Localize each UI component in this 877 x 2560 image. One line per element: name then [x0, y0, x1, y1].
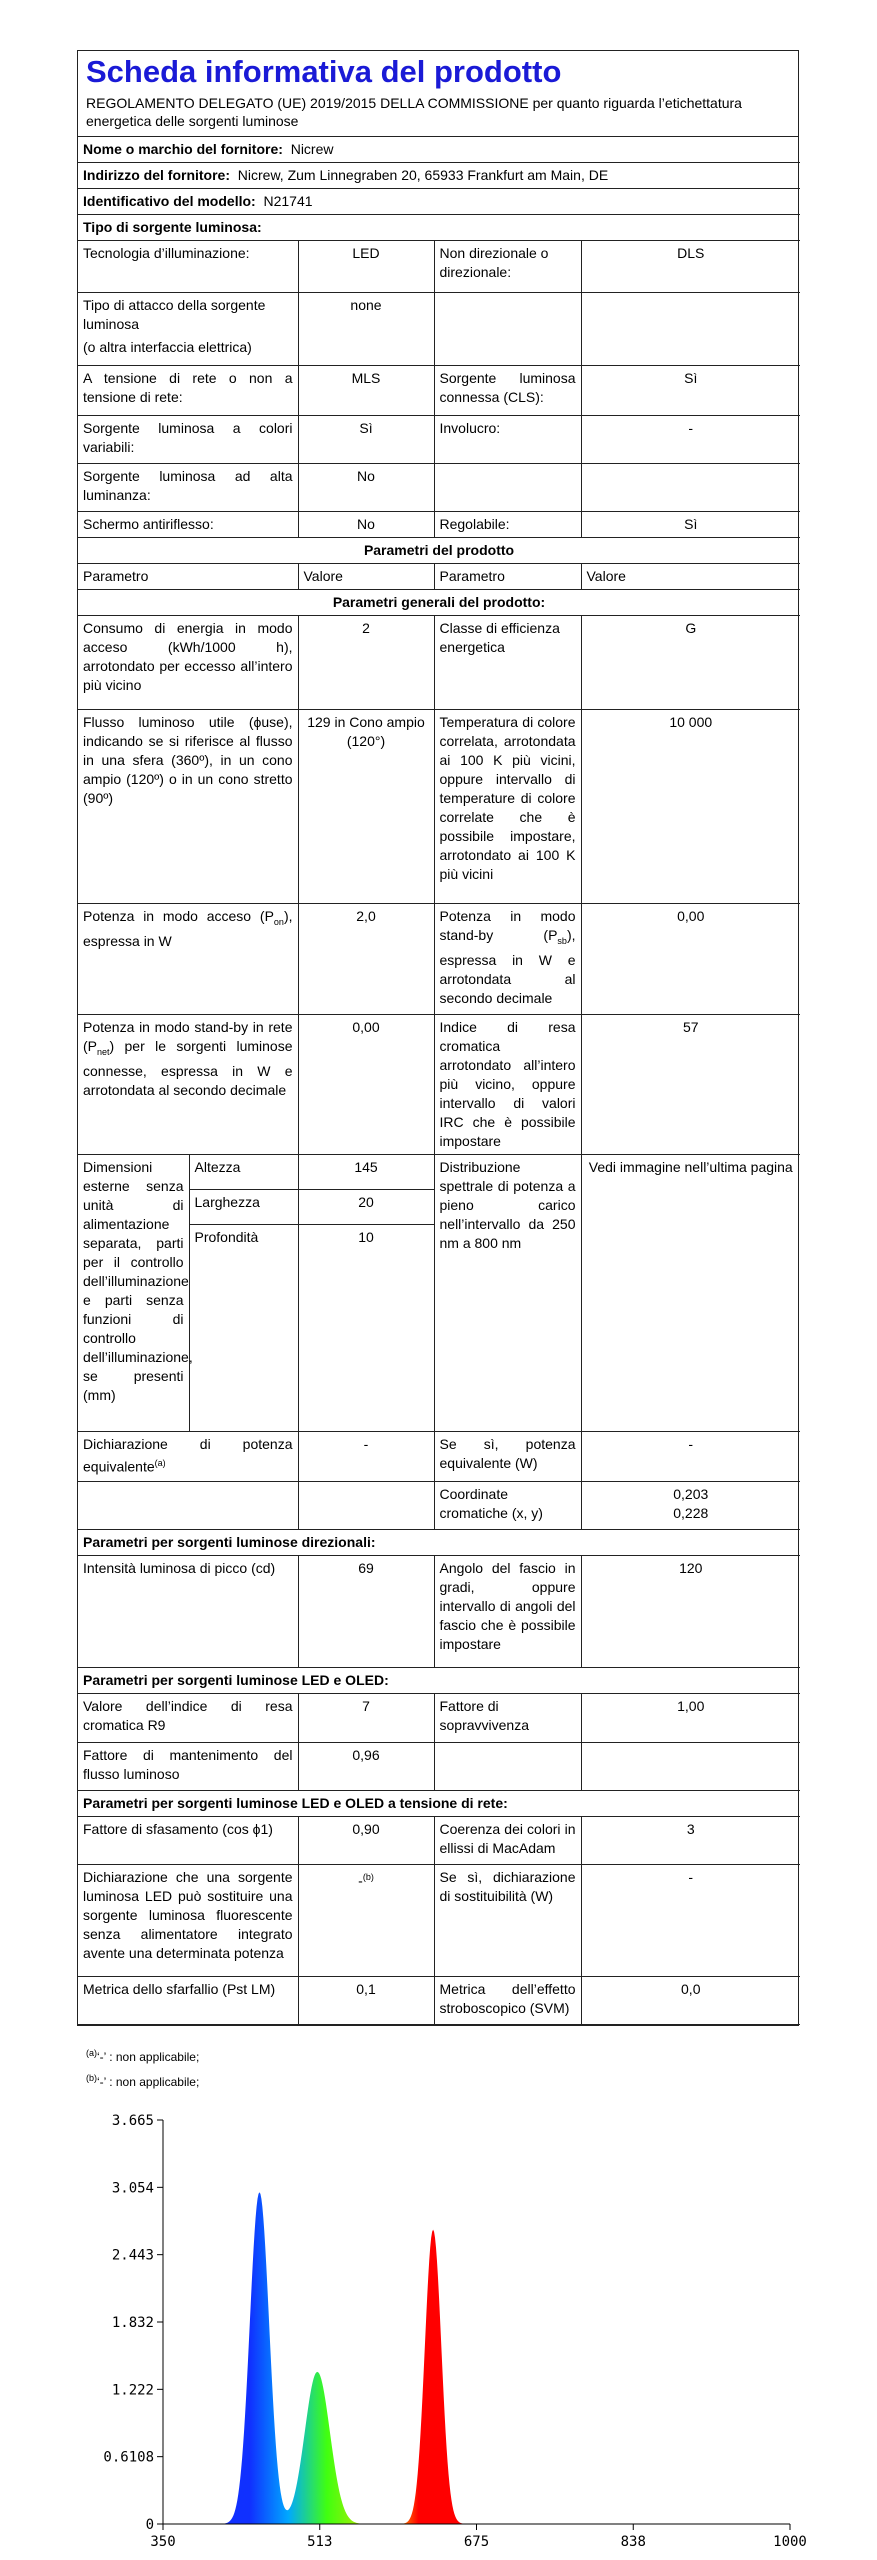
chromaticity-y: 0,228: [673, 1505, 709, 1521]
y-tick-label: 0.6108: [103, 2449, 154, 2466]
network-standby-row: [78, 1015, 800, 1155]
directional-heading-row: [78, 1530, 800, 1556]
supplier-name: Nicrew: [290, 141, 334, 157]
maintenance-row: [78, 1743, 800, 1791]
directional-label: Non direzionale o direzionale:: [434, 241, 581, 293]
cct-value: 10 000: [581, 710, 800, 904]
network-standby-label: Potenza in modo stand-by in rete $(P_{net})$ per le sorgenti luminose connesse, espressa in W e arrotondata al secondo decimale: [78, 1015, 298, 1155]
stroboscopic-value: 0,0: [581, 1977, 800, 2025]
energy-class-label: Classe di efficienza energetica: [434, 616, 581, 710]
y-tick-label: 1.222: [111, 2382, 154, 2399]
dimensions-label: Dimensioni esterne senza unità di alimentazione separata, parti per il controllo dell’illuminazione e parti senza funzioni di controllo dell’illuminazione, se presenti (mm): [78, 1155, 189, 1432]
peak-intensity-label: Intensità luminosa di picco (cd): [78, 1556, 298, 1668]
power-factor-value: 0,90: [298, 1817, 434, 1865]
replaceability-value: -: [581, 1865, 800, 1977]
technology-row: [78, 241, 800, 293]
y-tick-label: 3.054: [111, 2180, 154, 2197]
model-id: N21741: [263, 193, 313, 209]
footnote-b: $^{(b)}$‘-’ : non applicabile;: [86, 2073, 200, 2089]
peak-intensity-row: [78, 1556, 800, 1668]
cap-label: Tipo di attacco della sorgente luminosa: [83, 297, 266, 332]
beam-angle-label: Angolo del fascio in gradi, oppure intervallo di angoli del fascio che è possibile impostare: [434, 1556, 581, 1668]
r9-value: 7: [298, 1694, 434, 1743]
column-header-param: Parametro: [78, 564, 298, 590]
general-params-heading: Parametri generali del prodotto:: [78, 590, 800, 616]
height-value: 145: [298, 1155, 434, 1190]
flux-label: Flusso luminoso utile (ϕuse), indicando se si riferisce al flusso in una sfera (360º), in un cono ampio (120º) o in un cono stretto (90º): [78, 710, 298, 904]
chromaticity-row: [78, 1482, 800, 1530]
supplier-name-row: [78, 137, 800, 163]
y-tick-label: 3.665: [111, 2113, 154, 2129]
tech-label: Tecnologia d’illuminazione:: [78, 241, 298, 293]
flicker-label: Metrica dello sfarfallio (Pst LM): [78, 1977, 298, 2025]
cap-row: [78, 293, 800, 366]
product-params-heading: Parametri del prodotto: [78, 538, 800, 564]
high-luminance-value: No: [298, 464, 434, 512]
survival-value: 1,00: [581, 1694, 800, 1743]
model-row: [78, 189, 800, 215]
tech-value: LED: [298, 241, 434, 293]
colour-value: Sì: [298, 416, 434, 464]
equivalent-value: -: [298, 1432, 434, 1482]
high-luminance-row: [78, 464, 800, 512]
network-standby-value: 0,00: [298, 1015, 434, 1155]
cap-value: none: [298, 293, 434, 366]
x-tick-label: 350: [150, 2534, 176, 2550]
energy-label: Consumo di energia in modo acceso (kWh/1000 h), arrotondato per eccesso all’intero più vicino: [78, 616, 298, 710]
led-mains-heading-row: [78, 1791, 800, 1817]
power-factor-row: [78, 1817, 800, 1865]
page-title: Scheda informativa del prodotto: [86, 54, 562, 89]
y-tick-label: 1.832: [111, 2315, 154, 2331]
dimmable-value: Sì: [581, 512, 800, 538]
product-table: [78, 137, 800, 2025]
standby-power-label: Potenza in modo stand-by $(P_{sb})$, espressa in W e arrotondata al secondo decimale: [434, 904, 581, 1015]
cap-label-sub: (o altra interfaccia elettrica): [83, 339, 252, 355]
depth-value: 10: [298, 1225, 434, 1432]
x-tick-label: 838: [620, 2534, 646, 2550]
spectral-distribution-chart: [0, 2100, 877, 2560]
x-tick-label: 675: [463, 2534, 490, 2550]
spectrum-area: [202, 2192, 501, 2524]
envelope-label: Involucro:: [434, 416, 581, 464]
x-tick-label: 513: [307, 2534, 333, 2550]
mains-label: A tensione di rete o non a tensione di rete:: [78, 366, 298, 416]
x-tick-label: 1000: [773, 2534, 807, 2550]
r9-label: Valore dell’indice di resa cromatica R9: [78, 1694, 298, 1743]
equivalent-row: [78, 1432, 800, 1482]
column-header-value: Valore: [298, 564, 434, 590]
led-heading: Parametri per sorgenti luminose LED e OLED:: [78, 1668, 800, 1694]
energy-row: [78, 616, 800, 710]
energy-value: 2: [298, 616, 434, 710]
antiglare-row: [78, 512, 800, 538]
peak-intensity-value: 69: [298, 1556, 434, 1668]
footnote-a: $^{(a)}$‘-’ : non applicabile;: [86, 2048, 200, 2064]
flux-value: 129 in Cono ampio (120°): [298, 710, 434, 904]
beam-angle-value: 120: [581, 1556, 800, 1668]
spd-value: Vedi immagine nell’ultima pagina: [581, 1155, 800, 1432]
replaceability-label: Se sì, dichiarazione di sostituibilità (W): [434, 1865, 581, 1977]
r9-row: [78, 1694, 800, 1743]
colour-label: Sorgente luminosa a colori variabili:: [78, 416, 298, 464]
macadam-value: 3: [581, 1817, 800, 1865]
standby-power-value: 0,00: [581, 904, 800, 1015]
envelope-value: -: [581, 416, 800, 464]
equivalent-label: Dichiarazione di potenza equivalente$^{(a)}$: [78, 1432, 298, 1482]
replacement-value: -$^{(b)}$: [298, 1865, 434, 1977]
source-type-heading: Tipo di sorgente luminosa:: [78, 215, 800, 241]
cri-label: Indice di resa cromatica arrotondato all’intero più vicino, oppure intervallo di valori IRC che è possibile impostare: [434, 1015, 581, 1155]
cls-value: Sì: [581, 366, 800, 416]
mains-value: MLS: [298, 366, 434, 416]
antiglare-label: Schermo antiriflesso:: [78, 512, 298, 538]
cct-label: Temperatura di colore correlata, arrotondata ai 100 K più vicini, oppure intervallo di temperature di colore correlate che è possibile impostare, arrotondato ai 100 K più vicini: [434, 710, 581, 904]
model-label: Identificativo del modello:: [83, 193, 256, 209]
product-params-heading-row: [78, 538, 800, 564]
energy-class-value: G: [581, 616, 800, 710]
colour-row: [78, 416, 800, 464]
dimmable-label: Regolabile:: [434, 512, 581, 538]
high-luminance-label: Sorgente luminosa ad alta luminanza:: [78, 464, 298, 512]
on-power-value: 2,0: [298, 904, 434, 1015]
on-power-label: Potenza in modo acceso $(P_{on})$, espressa in W: [78, 904, 298, 1015]
x-tick-group: [150, 2524, 807, 2550]
column-header-value-2: Valore: [581, 564, 800, 590]
source-type-heading-row: [78, 215, 800, 241]
y-tick-label: 2.443: [111, 2247, 154, 2264]
directional-value: DLS: [581, 241, 800, 293]
equivalent-w-value: -: [581, 1432, 800, 1482]
survival-label: Fattore di sopravvivenza: [434, 1694, 581, 1743]
directional-heading: Parametri per sorgenti luminose direzionali:: [78, 1530, 800, 1556]
supplier-address-row: [78, 163, 800, 189]
antiglare-value: No: [298, 512, 434, 538]
y-tick-group: [103, 2113, 163, 2533]
height-label: Altezza: [189, 1155, 298, 1190]
depth-label: Profondità: [189, 1225, 298, 1432]
led-heading-row: [78, 1668, 800, 1694]
regulation-text: REGOLAMENTO DELEGATO (UE) 2019/2015 DELLA COMMISSIONE per quanto riguarda l’etichettatura energetica delle sorgenti luminose: [78, 92, 798, 137]
stroboscopic-label: Metrica dell’effetto stroboscopico (SVM): [434, 1977, 581, 2025]
general-params-heading-row: [78, 590, 800, 616]
flicker-value: 0,1: [298, 1977, 434, 2025]
y-tick-label: 0: [145, 2517, 154, 2533]
cri-value: 57: [581, 1015, 800, 1155]
cls-label: Sorgente luminosa connessa (CLS):: [434, 366, 581, 416]
mains-row: [78, 366, 800, 416]
maintenance-label: Fattore di mantenimento del flusso luminoso: [78, 1743, 298, 1791]
supplier-name-label: Nome o marchio del fornitore:: [83, 141, 283, 157]
column-header-row: [78, 564, 800, 590]
product-information-sheet: [77, 50, 799, 2026]
power-factor-label: Fattore di sfasamento (cos ϕ1): [78, 1817, 298, 1865]
width-label: Larghezza: [189, 1190, 298, 1225]
chromaticity-x: 0,203: [673, 1486, 709, 1502]
flicker-row: [78, 1977, 800, 2025]
footnotes: [86, 2043, 199, 2093]
flux-row: [78, 710, 800, 904]
led-mains-heading: Parametri per sorgenti luminose LED e OLED a tensione di rete:: [78, 1791, 800, 1817]
power-row: [78, 904, 800, 1015]
supplier-address: Nicrew, Zum Linnegraben 20, 65933 Frankfurt am Main, DE: [237, 167, 609, 183]
replacement-row: [78, 1865, 800, 1977]
macadam-label: Coerenza dei colori in ellissi di MacAdam: [434, 1817, 581, 1865]
replacement-label: Dichiarazione che una sorgente luminosa LED può sostituire una sorgente luminosa fluorescente senza alimentatore integrato avente una determinata potenza: [78, 1865, 298, 1977]
spd-label: Distribuzione spettrale di potenza a pieno carico nell’intervallo da 250 nm a 800 nm: [434, 1155, 581, 1432]
column-header-param-2: Parametro: [434, 564, 581, 590]
equivalent-w-label: Se sì, potenza equivalente (W): [434, 1432, 581, 1482]
supplier-address-label: Indirizzo del fornitore:: [83, 167, 230, 183]
maintenance-value: 0,96: [298, 1743, 434, 1791]
width-value: 20: [298, 1190, 434, 1225]
dimensions-row: [78, 1155, 800, 1190]
chromaticity-label: Coordinate cromatiche (x, y): [434, 1482, 581, 1530]
